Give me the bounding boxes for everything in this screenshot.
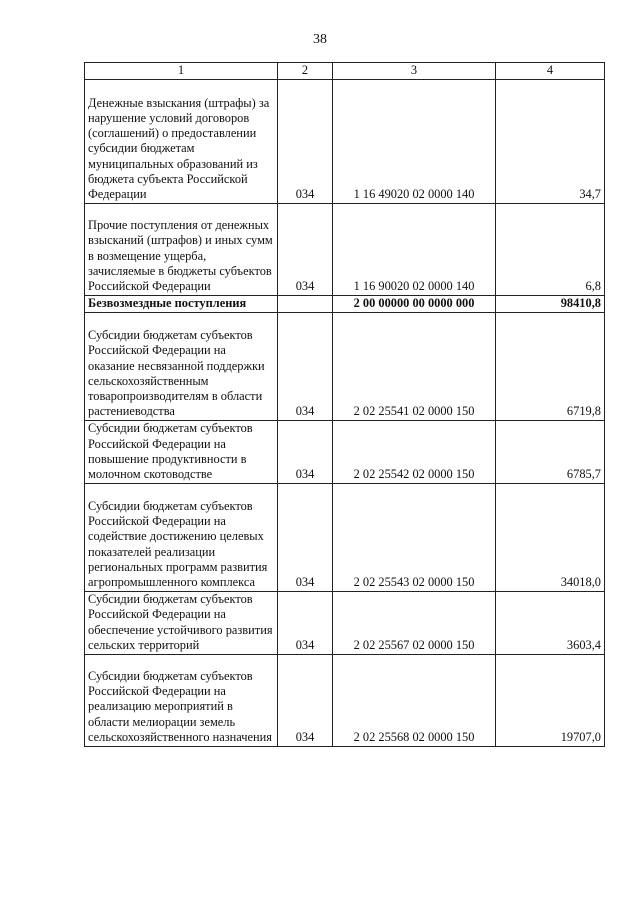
header-col-2: 2 <box>278 63 333 80</box>
row-amount: 3603,4 <box>496 592 605 655</box>
row-admin-code: 034 <box>278 484 333 592</box>
table-header-row <box>85 63 605 80</box>
table-row-total <box>85 296 605 313</box>
row-budget-code: 1 16 90020 02 0000 140 <box>333 204 496 296</box>
header-col-4: 4 <box>496 63 605 80</box>
table-row <box>85 421 605 484</box>
row-name: Субсидии бюджетам субъектов Российской Федерации на повышение продуктивности в молочном скотоводстве <box>85 421 278 484</box>
row-amount: 34,7 <box>496 80 605 204</box>
row-budget-code: 2 02 25543 02 0000 150 <box>333 484 496 592</box>
row-name: Безвозмездные поступления <box>85 296 278 313</box>
budget-table <box>84 62 605 747</box>
header-col-1: 1 <box>85 63 278 80</box>
row-admin-code: 034 <box>278 421 333 484</box>
row-admin-code: 034 <box>278 204 333 296</box>
header-col-3: 3 <box>333 63 496 80</box>
row-amount: 6,8 <box>496 204 605 296</box>
table-row <box>85 655 605 747</box>
row-budget-code: 2 02 25567 02 0000 150 <box>333 592 496 655</box>
row-admin-code: 034 <box>278 313 333 421</box>
table-row <box>85 592 605 655</box>
row-budget-code: 2 02 25568 02 0000 150 <box>333 655 496 747</box>
page-number: 38 <box>313 32 327 47</box>
row-name: Субсидии бюджетам субъектов Российской Федерации на оказание несвязанной поддержки сельскохозяйственным товаропроизводителям в области растениеводства <box>85 313 278 421</box>
row-name: Денежные взыскания (штрафы) за нарушение условий договоров (соглашений) о предоставлении субсидии бюджетам муниципальных образований из бюджета субъекта Российской Федерации <box>85 80 278 204</box>
table-row <box>85 313 605 421</box>
row-name: Прочие поступления от денежных взысканий (штрафов) и иных сумм в возмещение ущерба, зачисляемые в бюджеты субъектов Российской Федерации <box>85 204 278 296</box>
row-budget-code: 2 02 25542 02 0000 150 <box>333 421 496 484</box>
row-admin-code: 034 <box>278 655 333 747</box>
row-amount: 6785,7 <box>496 421 605 484</box>
row-amount: 98410,8 <box>496 296 605 313</box>
row-amount: 34018,0 <box>496 484 605 592</box>
row-budget-code: 2 00 00000 00 0000 000 <box>333 296 496 313</box>
row-budget-code: 1 16 49020 02 0000 140 <box>333 80 496 204</box>
row-amount: 19707,0 <box>496 655 605 747</box>
row-budget-code: 2 02 25541 02 0000 150 <box>333 313 496 421</box>
row-admin-code <box>278 296 333 313</box>
row-name: Субсидии бюджетам субъектов Российской Федерации на содействие достижению целевых показателей реализации региональных программ развития агропромышленного комплекса <box>85 484 278 592</box>
row-amount: 6719,8 <box>496 313 605 421</box>
table-row <box>85 204 605 296</box>
table-row <box>85 484 605 592</box>
row-admin-code: 034 <box>278 592 333 655</box>
table-row <box>85 80 605 204</box>
row-name: Субсидии бюджетам субъектов Российской Федерации на реализацию мероприятий в области мелиорации земель сельскохозяйственного назначения <box>85 655 278 747</box>
row-name: Субсидии бюджетам субъектов Российской Федерации на обеспечение устойчивого развития сельских территорий <box>85 592 278 655</box>
row-admin-code: 034 <box>278 80 333 204</box>
